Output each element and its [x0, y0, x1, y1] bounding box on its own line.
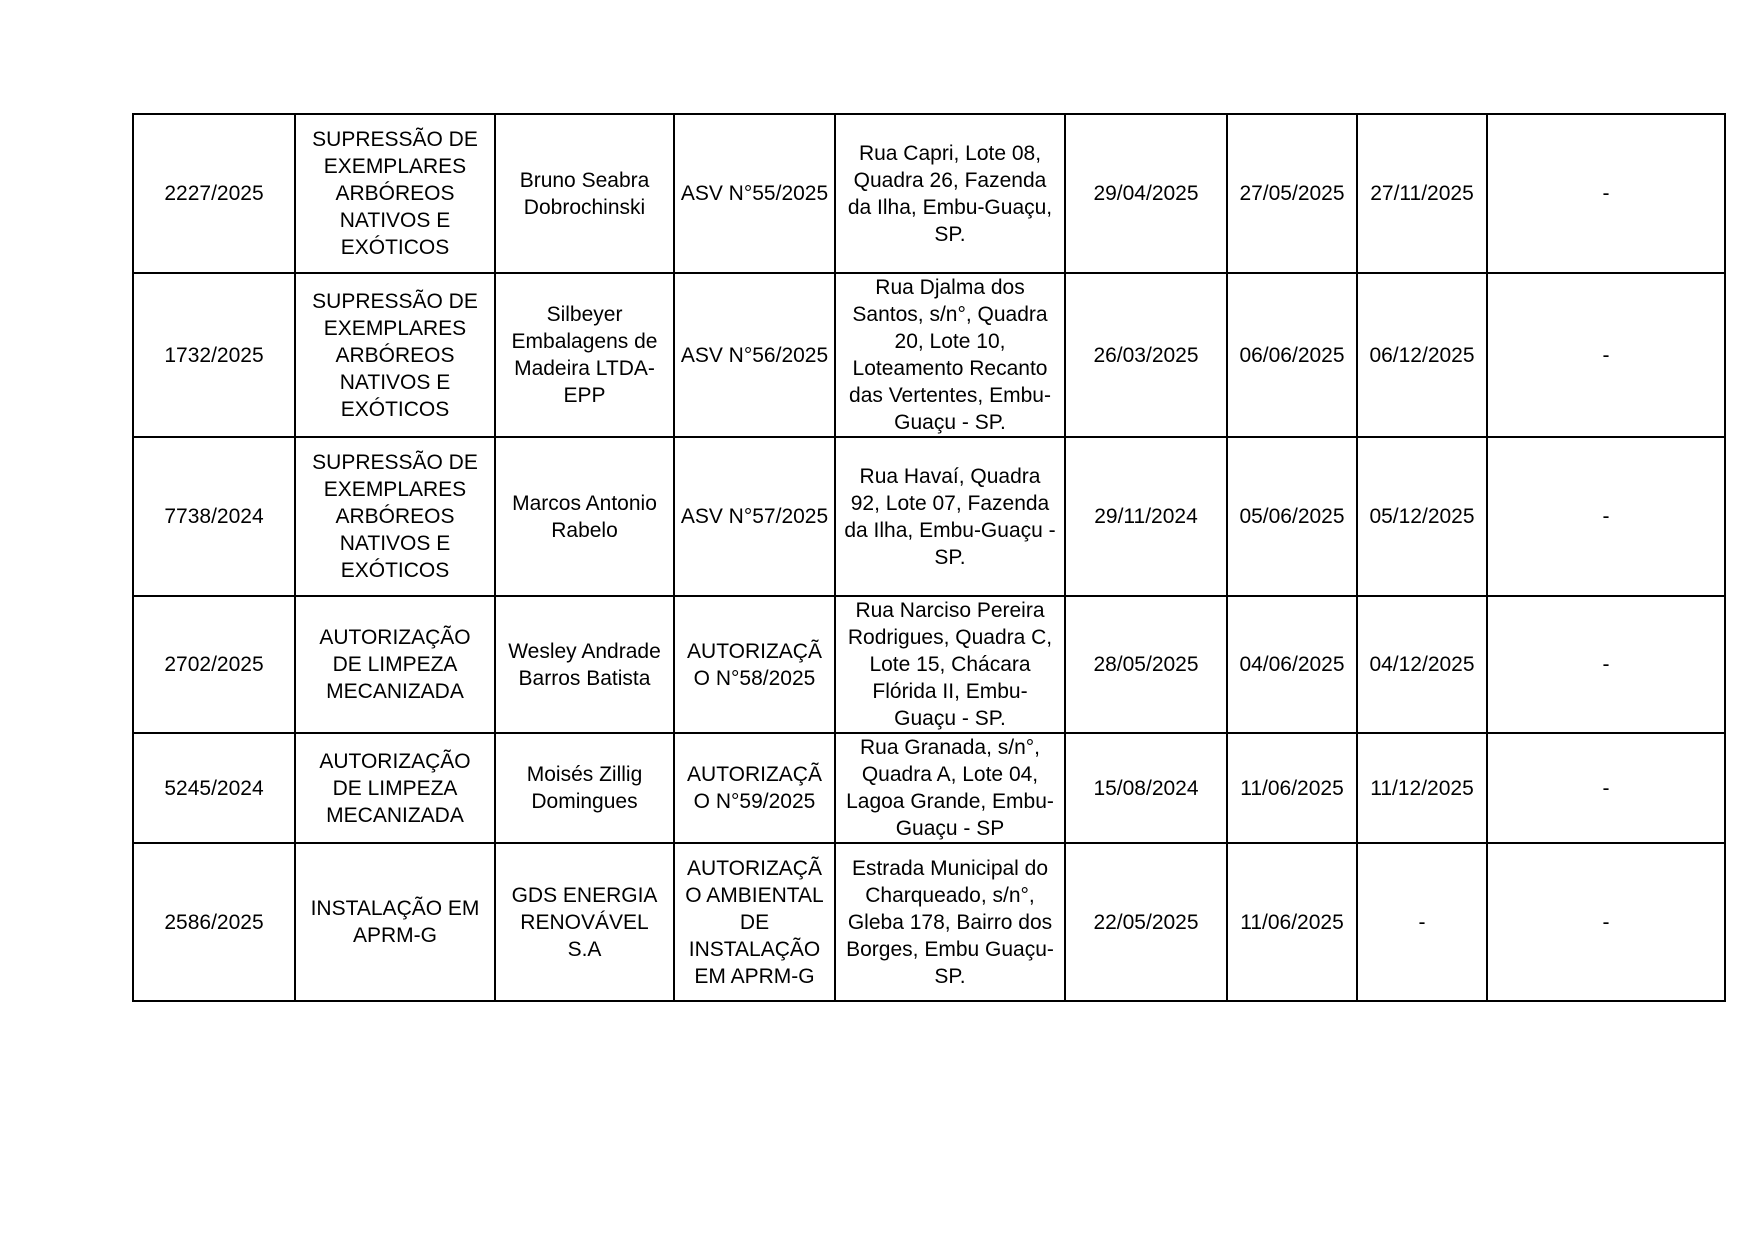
process-number-cell: 7738/2024	[133, 437, 295, 596]
protocol-date-cell: 15/08/2024	[1065, 733, 1227, 843]
issue-date-cell: 11/06/2025	[1227, 843, 1357, 1001]
validity-date-cell: -	[1357, 843, 1487, 1001]
table-row	[133, 843, 1725, 1001]
notes-cell: -	[1487, 733, 1725, 843]
protocol-date-cell: 29/11/2024	[1065, 437, 1227, 596]
notes-cell: -	[1487, 596, 1725, 733]
interested-party-cell: Marcos Antonio Rabelo	[495, 437, 674, 596]
process-number-cell: 2702/2025	[133, 596, 295, 733]
issue-date-cell: 06/06/2025	[1227, 273, 1357, 437]
validity-date-cell: 04/12/2025	[1357, 596, 1487, 733]
interested-party-cell: Silbeyer Embalagens de Madeira LTDA- EPP	[495, 273, 674, 437]
document-number-cell: ASV N°57/2025	[674, 437, 835, 596]
authorization-type-cell: INSTALAÇÃO EM APRM-G	[295, 843, 495, 1001]
validity-date-cell: 06/12/2025	[1357, 273, 1487, 437]
authorization-type-cell: AUTORIZAÇÃO DE LIMPEZA MECANIZADA	[295, 733, 495, 843]
protocol-date-cell: 28/05/2025	[1065, 596, 1227, 733]
authorizations-table	[132, 113, 1726, 1002]
table-row	[133, 273, 1725, 437]
authorization-type-cell: SUPRESSÃO DE EXEMPLARES ARBÓREOS NATIVOS E EXÓTICOS	[295, 273, 495, 437]
protocol-date-cell: 29/04/2025	[1065, 114, 1227, 273]
interested-party-cell: Wesley Andrade Barros Batista	[495, 596, 674, 733]
table-row	[133, 114, 1725, 273]
issue-date-cell: 11/06/2025	[1227, 733, 1357, 843]
notes-cell: -	[1487, 843, 1725, 1001]
document-number-cell: AUTORIZAÇÃ O AMBIENTAL DE INSTALAÇÃO EM APRM-G	[674, 843, 835, 1001]
document-number-cell: ASV N°55/2025	[674, 114, 835, 273]
document-number-cell: AUTORIZAÇÃ O N°59/2025	[674, 733, 835, 843]
interested-party-cell: Moisés Zillig Domingues	[495, 733, 674, 843]
authorization-type-cell: AUTORIZAÇÃO DE LIMPEZA MECANIZADA	[295, 596, 495, 733]
address-cell: Rua Narciso Pereira Rodrigues, Quadra C, Lote 15, Chácara Flórida II, Embu- Guaçu - SP.	[835, 596, 1065, 733]
address-cell: Rua Djalma dos Santos, s/n°, Quadra 20, Lote 10, Loteamento Recanto das Vertentes, Embu- Guaçu - SP.	[835, 273, 1065, 437]
issue-date-cell: 05/06/2025	[1227, 437, 1357, 596]
authorization-type-cell: SUPRESSÃO DE EXEMPLARES ARBÓREOS NATIVOS E EXÓTICOS	[295, 437, 495, 596]
address-cell: Rua Havaí, Quadra 92, Lote 07, Fazenda da Ilha, Embu-Guaçu - SP.	[835, 437, 1065, 596]
authorization-type-cell: SUPRESSÃO DE EXEMPLARES ARBÓREOS NATIVOS E EXÓTICOS	[295, 114, 495, 273]
interested-party-cell: GDS ENERGIA RENOVÁVEL S.A	[495, 843, 674, 1001]
process-number-cell: 2586/2025	[133, 843, 295, 1001]
notes-cell: -	[1487, 273, 1725, 437]
interested-party-cell: Bruno Seabra Dobrochinski	[495, 114, 674, 273]
address-cell: Estrada Municipal do Charqueado, s/n°, Gleba 178, Bairro dos Borges, Embu Guaçu- SP.	[835, 843, 1065, 1001]
document-number-cell: AUTORIZAÇÃ O N°58/2025	[674, 596, 835, 733]
validity-date-cell: 05/12/2025	[1357, 437, 1487, 596]
table-row	[133, 596, 1725, 733]
document-number-cell: ASV N°56/2025	[674, 273, 835, 437]
notes-cell: -	[1487, 437, 1725, 596]
issue-date-cell: 04/06/2025	[1227, 596, 1357, 733]
table-row	[133, 437, 1725, 596]
address-cell: Rua Granada, s/n°, Quadra A, Lote 04, Lagoa Grande, Embu- Guaçu - SP	[835, 733, 1065, 843]
validity-date-cell: 11/12/2025	[1357, 733, 1487, 843]
protocol-date-cell: 22/05/2025	[1065, 843, 1227, 1001]
notes-cell: -	[1487, 114, 1725, 273]
process-number-cell: 5245/2024	[133, 733, 295, 843]
validity-date-cell: 27/11/2025	[1357, 114, 1487, 273]
issue-date-cell: 27/05/2025	[1227, 114, 1357, 273]
process-number-cell: 1732/2025	[133, 273, 295, 437]
address-cell: Rua Capri, Lote 08, Quadra 26, Fazenda da Ilha, Embu-Guaçu, SP.	[835, 114, 1065, 273]
protocol-date-cell: 26/03/2025	[1065, 273, 1227, 437]
process-number-cell: 2227/2025	[133, 114, 295, 273]
table-row	[133, 733, 1725, 843]
